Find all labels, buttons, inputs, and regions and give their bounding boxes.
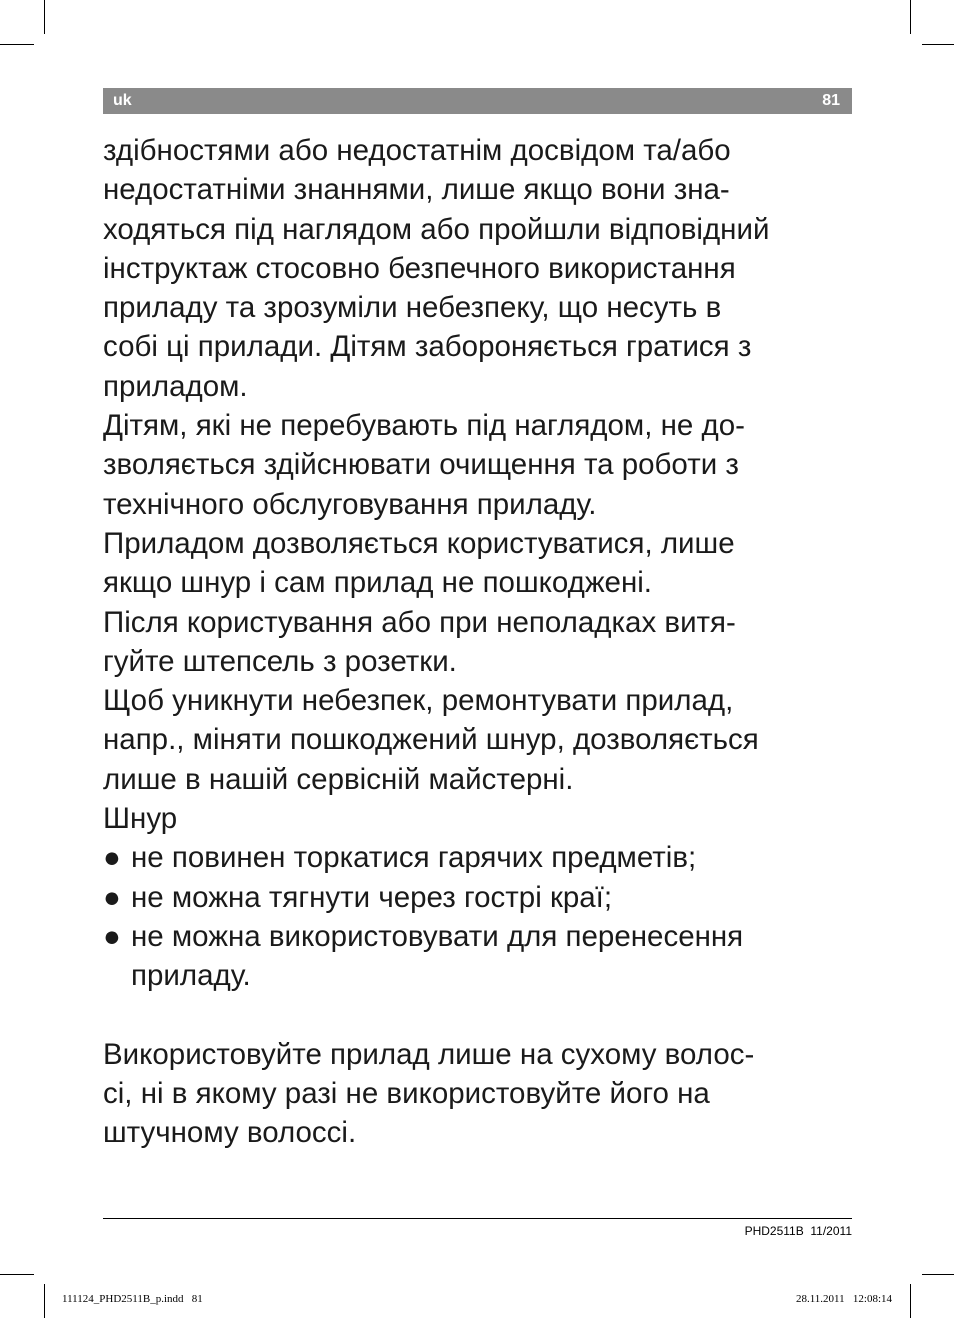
paragraph-1 [103, 131, 855, 406]
paragraph-6 [103, 1035, 855, 1153]
crop-mark [922, 44, 954, 45]
list-item-text: не повинен торкатися гарячих предметів; [131, 841, 697, 875]
crop-mark [910, 1284, 911, 1318]
text-line: приладом. [103, 369, 248, 403]
crop-mark [0, 44, 34, 45]
print-slug-timestamp: 28.11.2011 12:08:14 [795, 1293, 892, 1305]
list-item [103, 838, 855, 877]
crop-mark [922, 1274, 954, 1275]
text-line: здібностями або недостатнім досвідом та/або [103, 134, 731, 167]
list-item [103, 878, 855, 917]
print-slug-file: 111124_PHD2511B_p.indd 81 [62, 1293, 203, 1305]
text-line: Дітям, які не перебувають під наглядом, не до- [103, 409, 745, 443]
footer-rule [103, 1218, 852, 1219]
text-line: собі ці прилади. Дітям забороняється гратися з [103, 330, 752, 364]
text-line: інструктаж стосовно безпечного використання [103, 251, 736, 285]
page-body [103, 131, 855, 1153]
bullet-icon: ● [103, 841, 121, 875]
list-item-continuation: приладу. [131, 959, 251, 993]
text-line: приладу та зрозуміли небезпеку, що несуть в [103, 291, 722, 325]
text-line: якщо шнур і сам прилад не пошкоджені. [103, 566, 653, 600]
text-line: сі, ні в якому разі не використовуйте його на [103, 1077, 710, 1111]
paragraph-4 [103, 603, 855, 682]
cord-heading: Шнур [103, 802, 178, 836]
bullet-list [103, 838, 855, 995]
paragraph-5 [103, 681, 855, 799]
crop-mark [44, 1284, 45, 1318]
page-number: 81 [822, 92, 840, 109]
bullet-icon: ● [103, 880, 121, 914]
text-line: недостатніми знаннями, лише якщо вони зна- [103, 173, 730, 207]
paragraph-3 [103, 524, 855, 603]
text-line: штучному волоссі. [103, 1116, 357, 1150]
paragraph-2 [103, 406, 855, 524]
text-line: Використовуйте прилад лише на сухому волос- [103, 1037, 755, 1071]
list-item-text: не можна тягнути через гострі краї; [131, 880, 613, 914]
text-line: технічного обслуговування приладу. [103, 487, 597, 521]
text-line: гуйте штепсель з розетки. [103, 644, 457, 678]
text-line: Після користування або при неполадках витя- [103, 605, 736, 639]
footer-model-date: PHD2511B 11/2011 [744, 1224, 852, 1238]
list-item-text: не можна використовувати для перенесення [131, 919, 744, 953]
text-line: ходяться під наглядом або пройшли відповідний [103, 212, 770, 246]
text-line: зволяється здійснювати очищення та роботи з [103, 448, 739, 482]
text-line: напр., міняти пошкоджений шнур, дозволяється [103, 723, 759, 757]
spacer [103, 996, 855, 1035]
text-line: Приладом дозволяється користуватися, лише [103, 526, 735, 560]
page-header-bar [103, 88, 852, 114]
text-line: Щоб уникнути небезпек, ремонтувати прилад, [103, 684, 734, 718]
list-item [103, 917, 855, 956]
crop-mark [44, 0, 45, 34]
crop-mark [0, 1274, 34, 1275]
crop-mark [910, 0, 911, 34]
text-line: лише в нашій сервісній майстерні. [103, 762, 574, 796]
language-code: uk [113, 92, 132, 109]
bullet-icon: ● [103, 919, 121, 953]
